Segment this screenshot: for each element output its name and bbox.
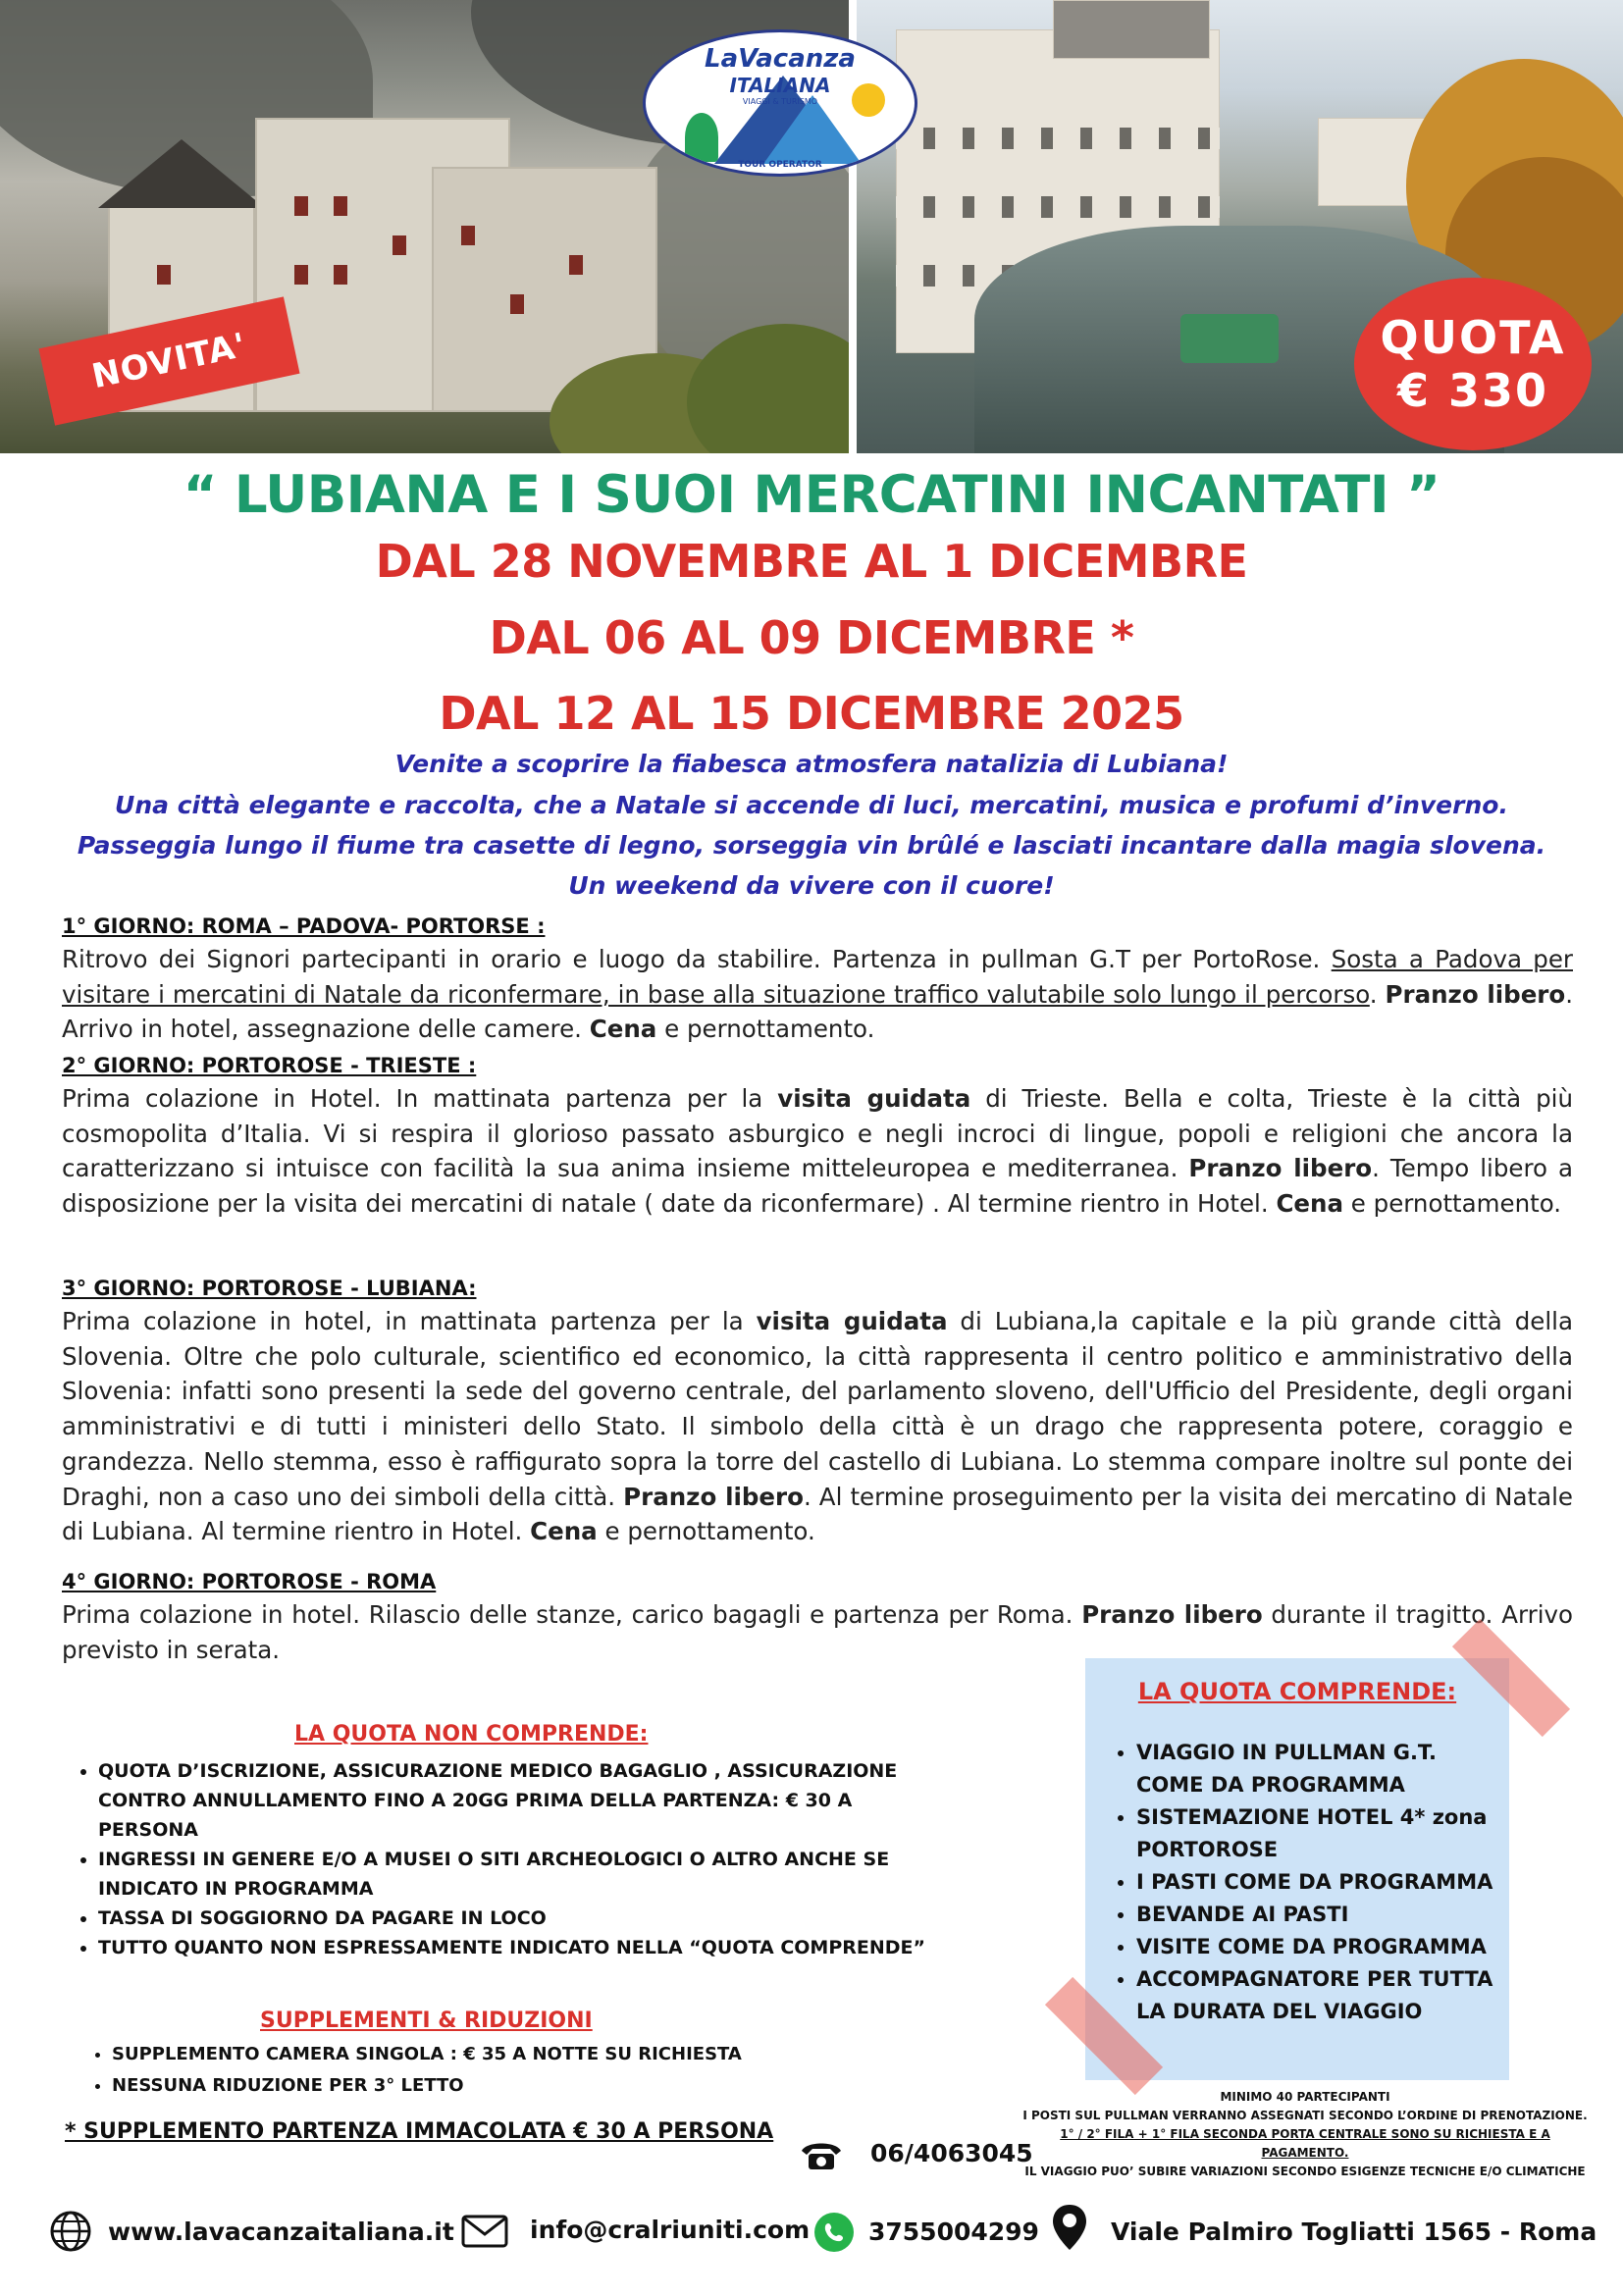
list-item: • ACCOMPAGNATORE PER TUTTA LA DURATA DEL VIAGGIO — [1136, 1963, 1497, 2028]
list-item: • SUPPLEMENTO CAMERA SINGOLA : € 35 A NOTTE SU RICHIESTA — [112, 2039, 946, 2070]
list-item: • VIAGGIO IN PULLMAN G.T. COME DA PROGRAMMA — [1136, 1737, 1497, 1801]
telephone-icon — [797, 2137, 846, 2172]
list-item: • I PASTI COME DA PROGRAMMA — [1136, 1866, 1497, 1899]
list-item: • BEVANDE AI PASTI — [1136, 1899, 1497, 1931]
price-badge — [1354, 278, 1592, 450]
intro-line-3: Passeggia lungo il fiume tra casette di legno, sorseggia vin brûlé e lasciati incantare dalla magia slovena. — [77, 831, 1546, 860]
day-4-heading: 4° GIORNO: PORTOROSE - ROMA — [62, 1570, 437, 1593]
date-line-2: DAL 06 AL 09 DICEMBRE * — [489, 611, 1134, 664]
phone-number[interactable]: 06/4063045 — [870, 2139, 1033, 2167]
list-item: • NESSUNA RIDUZIONE PER 3° LETTO — [112, 2070, 946, 2102]
price-badge-label: QUOTA — [1380, 311, 1566, 364]
location-pin-icon — [1050, 2203, 1089, 2254]
novita-badge: NOVITA' — [38, 296, 299, 425]
day-1-section: 1° GIORNO: ROMA – PADOVA- PORTORSE : Ritrovo dei Signori partecipanti in orario e luogo da stabilire. Partenza in pullman G.T per PortoRose. Sosta a Padova per visitare i mercatini di Natale da riconfermare, in base alla situazione traffico valutabile solo lungo il percorso. Pranzo libero. Arrivo in hotel, assegnazione delle camere. Cena e pernottamento. — [62, 911, 1573, 1047]
globe-icon — [49, 2210, 92, 2253]
website-link[interactable]: www.lavacanzaitaliana.it — [108, 2218, 454, 2246]
list-item: • TASSA DI SOGGIORNO DA PAGARE IN LOCO — [98, 1904, 932, 1933]
day-4-section: 4° GIORNO: PORTOROSE - ROMA Prima colazione in hotel. Rilascio delle stanze, carico bagagli e partenza per Roma. Pranzo libero durante il tragitto. Arrivo previsto in serata. — [62, 1566, 1573, 1667]
day-2-section: 2° GIORNO: PORTOROSE - TRIESTE : Prima colazione in Hotel. In mattinata partenza per la visita guidata di Trieste. Bella e colta, Trieste è la città più cosmopolita d’Italia. Vi si respira il glorioso passato asburgico e negli incroci di lingue, popoli e religioni che ancora la caratterizzano si intuisce con facilità la sua anima insieme mitteleuropea e mediterranea. Pranzo libero. Tempo libero a disposizione per la visita dei mercatini di natale ( date da riconfermare) . Al termine rientro in Hotel. Cena e pernottamento. — [62, 1050, 1573, 1222]
intro-line-2: Una città elegante e raccolta, che a Natale si accende di luci, mercatini, musica e profumi d’inverno. — [115, 791, 1508, 819]
list-item: • VISITE COME DA PROGRAMMA — [1136, 1931, 1497, 1963]
day-2-heading: 2° GIORNO: PORTOROSE - TRIESTE : — [62, 1054, 477, 1077]
comprende-box — [1085, 1658, 1509, 2080]
date-line-1: DAL 28 NOVEMBRE AL 1 DICEMBRE — [375, 535, 1248, 588]
envelope-icon — [461, 2215, 508, 2248]
supplementi-title: SUPPLEMENTI & RIDUZIONI — [260, 2009, 593, 2033]
day-1-heading: 1° GIORNO: ROMA – PADOVA- PORTORSE : — [62, 914, 546, 938]
non-comprende-list — [69, 1756, 932, 1962]
list-item: • QUOTA D’ISCRIZIONE, ASSICURAZIONE MEDICO BAGAGLIO , ASSICURAZIONE CONTRO ANNULLAMENTO FINO A 20GG PRIMA DELLA PARTENZA: € 30 A PERSONA — [98, 1756, 932, 1845]
price-badge-amount: € 330 — [1396, 364, 1549, 417]
list-item: • TUTTO QUANTO NON ESPRESSAMENTE INDICATO NELLA “QUOTA COMPRENDE” — [98, 1933, 932, 1962]
list-item: • INGRESSI IN GENERE E/O A MUSEI O SITI ARCHEOLOGICI O ALTRO ANCHE SE INDICATO IN PROGRAMMA — [98, 1845, 932, 1904]
day-3-section: 3° GIORNO: PORTOROSE - LUBIANA: Prima colazione in hotel, in mattinata partenza per la visita guidata di Lubiana,la capitale e la più grande città della Slovenia. Oltre che polo culturale, scientifico ed economico, la città rappresenta il centro politico e amministrativo della Slovenia: infatti sono presenti la sede del governo centrale, del parlamento sloveno, dell'Ufficio del Presidente, degli organi amministrativi e di tutti i ministeri dello Stato. Il simbolo della città è un drago che rappresenta potere, coraggio e grandezza. Nello stemma, esso è raffigurato sopra la torre del castello di Lubiana. Lo stemma compare inoltre sul ponte dei Draghi, non a caso uno dei simboli della città. Pranzo libero. Al termine proseguimento per la visita dei mercatino di Natale di Lubiana. Al termine rientro in Hotel. Cena e pernottamento. — [62, 1273, 1573, 1549]
address: Viale Palmiro Togliatti 1565 - Roma — [1111, 2218, 1597, 2246]
immacolata-note: * SUPPLEMENTO PARTENZA IMMACOLATA € 30 A PERSONA — [65, 2119, 774, 2144]
whatsapp-number[interactable]: 3755004299 — [868, 2218, 1039, 2246]
intro-line-1: Venite a scoprire la fiabesca atmosfera natalizia di Lubiana! — [394, 750, 1229, 778]
day-3-heading: 3° GIORNO: PORTOROSE - LUBIANA: — [62, 1277, 477, 1300]
comprende-list — [1115, 1737, 1497, 2028]
tour-operator-logo: LaVacanza ITALIANA VIAGGI & TURISMO TOUR OPERATOR — [643, 29, 917, 177]
whatsapp-icon — [812, 2211, 856, 2254]
email-link[interactable]: info@cralriuniti.com — [530, 2216, 811, 2244]
page-title: “ LUBIANA E I SUOI MERCATINI INCANTATI ” — [183, 465, 1440, 525]
supplementi-list — [82, 2039, 946, 2102]
date-line-3: DAL 12 AL 15 DICEMBRE 2025 — [439, 687, 1184, 740]
comprende-title: LA QUOTA COMPRENDE: — [1137, 1678, 1457, 1705]
intro-line-4: Un weekend da vivere con il cuore! — [568, 871, 1055, 900]
booking-notes: MINIMO 40 PARTECIPANTI I POSTI SUL PULLMAN VERRANNO ASSEGNATI SECONDO L’ORDINE DI PRENOTAZIONE. 1° / 2° FILA + 1° FILA SECONDA PORTA CENTRALE SONO SU RICHIESTA E A PAGAMENTO. IL VIAGGIO PUO’ SUBIRE VARIAZIONI SECONDO ESIGENZE TECNICHE E/O CLIMATICHE — [1022, 2090, 1588, 2178]
list-item: • SISTEMAZIONE HOTEL 4* zona PORTOROSE — [1136, 1801, 1497, 1866]
non-comprende-title: LA QUOTA NON COMPRENDE: — [294, 1722, 649, 1747]
